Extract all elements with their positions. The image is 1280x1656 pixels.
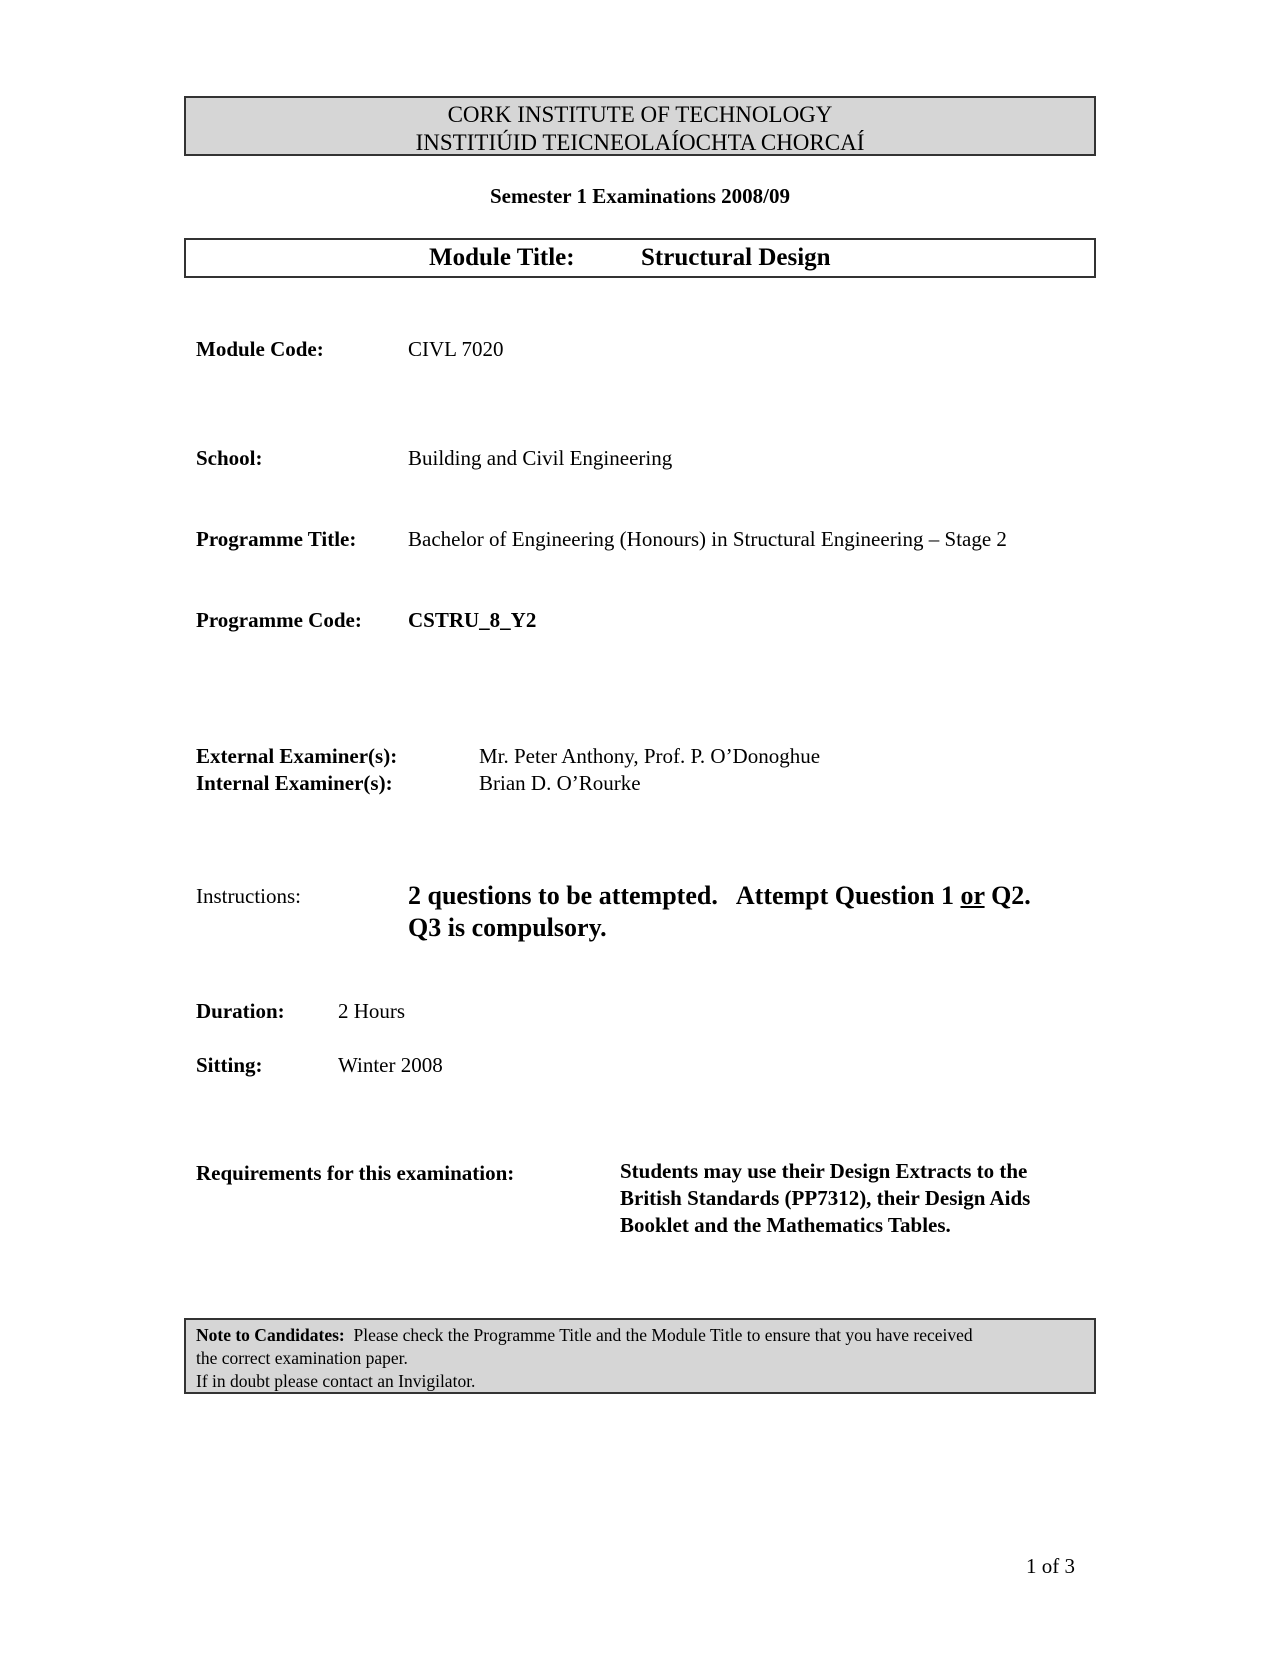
internal-examiner-value: Brian D. O’Rourke: [479, 771, 641, 795]
instructions-part2: Q2.: [984, 881, 1031, 910]
sitting-label: Sitting:: [196, 1053, 263, 1077]
note-text-line2: the correct examination paper.: [196, 1348, 408, 1368]
programme-title-label: Programme Title:: [196, 527, 357, 551]
note-text-line3: If in doubt please contact an Invigilator.: [196, 1371, 476, 1391]
page-number: 1 of 3: [1026, 1554, 1075, 1578]
external-examiner-value: Mr. Peter Anthony, Prof. P. O’Donoghue: [479, 744, 821, 768]
requirements-text: [620, 1158, 1100, 1239]
instructions-label: Instructions:: [196, 884, 301, 908]
note-text-line1: Please check the Programme Title and the Module Title to ensure that you have received: [344, 1325, 973, 1345]
requirements-line2: British Standards (PP7312), their Design Aids: [620, 1186, 1031, 1210]
school-value: Building and Civil Engineering: [408, 446, 673, 470]
instructions-or: or: [960, 881, 985, 910]
institution-name-english: CORK INSTITUTE OF TECHNOLOGY: [447, 102, 833, 127]
requirements-line1: Students may use their Design Extracts to the: [620, 1159, 1028, 1183]
instructions-part1: 2 questions to be attempted. Attempt Question 1: [408, 881, 961, 910]
requirements-line3: Booklet and the Mathematics Tables.: [620, 1213, 951, 1237]
programme-title-value: Bachelor of Engineering (Honours) in Structural Engineering – Stage 2: [408, 527, 1007, 551]
module-code-value: CIVL 7020: [408, 337, 504, 361]
module-title-box: [184, 238, 1096, 278]
sitting-value: Winter 2008: [338, 1053, 443, 1077]
module-code-label: Module Code:: [196, 337, 324, 361]
semester-title: Semester 1 Examinations 2008/09: [489, 184, 791, 208]
note-label: Note to Candidates:: [196, 1325, 345, 1345]
duration-value: 2 Hours: [338, 999, 406, 1023]
module-title-label: Module Title:: [429, 244, 575, 271]
external-examiner-label: External Examiner(s):: [196, 744, 398, 768]
school-label: School:: [196, 446, 263, 470]
instructions-line2: Q3 is compulsory.: [408, 913, 607, 942]
module-title-value: Structural Design: [641, 244, 831, 271]
programme-code-label: Programme Code:: [196, 608, 362, 632]
institution-name-irish: INSTITIÚID TEICNEOLAÍOCHTA CHORCAÍ: [415, 130, 865, 155]
programme-code-value: CSTRU_8_Y2: [408, 608, 537, 632]
institution-header: [184, 96, 1096, 156]
duration-label: Duration:: [196, 999, 285, 1023]
requirements-label: Requirements for this examination:: [196, 1161, 515, 1185]
note-to-candidates-box: [184, 1318, 1096, 1394]
instructions-text: [408, 880, 1098, 944]
internal-examiner-label: Internal Examiner(s):: [196, 771, 393, 795]
